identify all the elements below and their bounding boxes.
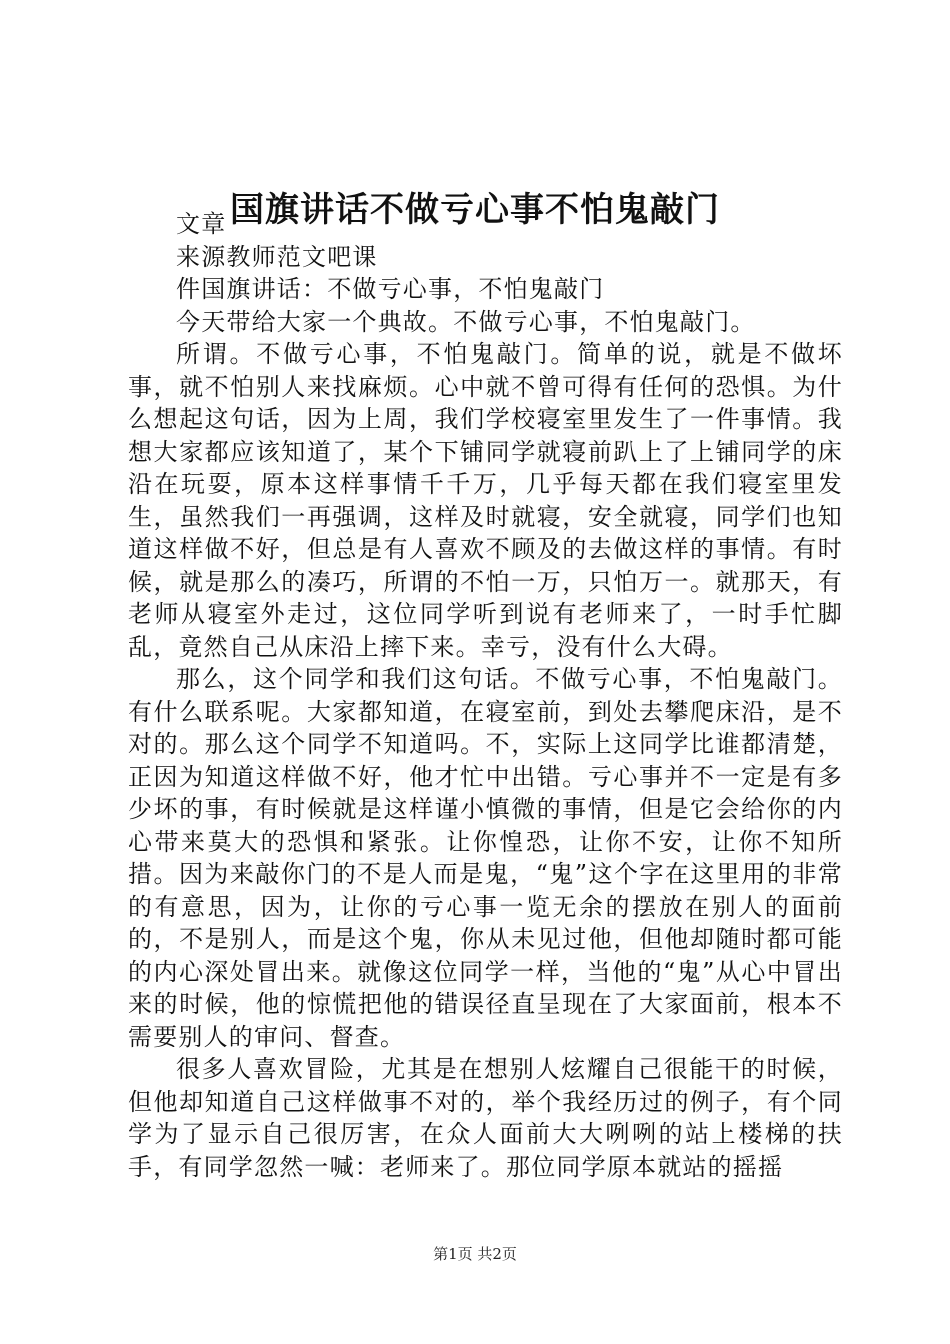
paragraph-source-line-1: 文章	[176, 210, 227, 238]
paragraph-explanation: 那么，这个同学和我们这句话。不做亏心事，不怕鬼敲门。有什么联系呢。大家都知道，在寝室前，到处去攀爬床沿，是不对的。那么这个同学不知道吗。不，实际上这同学比谁都清楚，正因为知道这样做不好，他才忙中出错。亏心事并不一定是有多少坏的事，有时候就是这样谨小慎微的事情，但是它会给你的内心带来莫大的恐惧和紧张。让你惶恐，让你不安，让你不知所措。因为来敲你门的不是人而是鬼，“鬼”这个字在这里用的非常的有意思，因为，让你的亏心事一览无余的摆放在别人的面前的，不是别人，而是这个鬼，你从未见过他，但他却随时都可能的内心深处冒出来。就像这位同学一样，当他的“鬼”从心中冒出来的时候，他的惊慌把他的错误径直呈现在了大家面前，根本不需要别人的审问、督查。	[128, 665, 843, 1051]
document-title: 国旗讲话不做亏心事不怕鬼敲门	[230, 190, 720, 230]
paragraph-story: 所谓。不做亏心事，不怕鬼敲门。简单的说，就是不做坏事，就不怕别人来找麻烦。心中就不曾可得有任何的恐惧。为什么想起这句话，因为上周，我们学校寝室里发生了一件事情。我想大家都应该知道了，某个下铺同学就寝前趴上了上铺同学的床沿在玩耍，原本这样事情千千万，几乎每天都在我们寝室里发生，虽然我们一再强调，这样及时就寝，安全就寝，同学们也知道这样做不好，但总是有人喜欢不顾及的去做这样的事情。有时候，就是那么的凑巧，所谓的不怕一万，只怕万一。就那天，有老师从寝室外走过，这位同学听到说有老师来了，一时手忙脚乱，竟然自己从床沿上摔下来。幸亏，没有什么大碍。	[128, 340, 843, 661]
document-body	[128, 208, 843, 1183]
paragraph-source-line-3: 件国旗讲话：不做亏心事，不怕鬼敲门	[176, 275, 605, 303]
paragraph-intro: 今天带给大家一个典故。不做亏心事，不怕鬼敲门。	[176, 307, 756, 336]
page-footer: 第1页 共2页	[433, 1245, 517, 1263]
paragraph-example: 很多人喜欢冒险，尤其是在想别人炫耀自己很能干的时候，但他却知道自己这样做事不对的，举个我经历过的例子，有个同学为了显示自己很厉害，在众人面前大大咧咧的站上楼梯的扶手，有同学忽然一喊：老师来了。那位同学原本就站的摇摇	[128, 1055, 843, 1181]
paragraph-source-line-2: 来源教师范文吧课	[176, 242, 378, 271]
